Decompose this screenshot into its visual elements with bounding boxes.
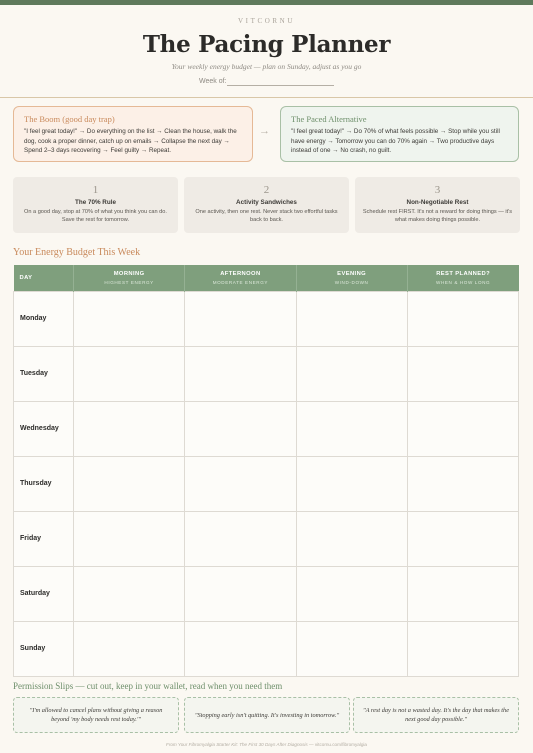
header-afternoon [185, 265, 296, 291]
morning-cell[interactable] [74, 456, 185, 511]
header-label: MORNING [113, 270, 145, 277]
header-rest-planned [407, 265, 518, 291]
permission-slip: "I'm allowed to cancel plans without giving a reason beyond 'my body needs rest today.'" [13, 697, 179, 733]
afternoon-cell[interactable] [185, 346, 296, 401]
table-row [14, 291, 519, 346]
rule-text: One activity, then one rest. Never stack two effortful tasks back to back. [195, 209, 338, 224]
energy-budget-table [13, 265, 519, 677]
brand-name: VITCORNU [238, 17, 295, 25]
table-row [14, 621, 519, 676]
rule-card-2 [184, 177, 349, 233]
evening-cell[interactable] [296, 621, 407, 676]
day-label: Wednesday [14, 401, 74, 456]
footer-url[interactable]: vitcornu.com/fibromyalgia [314, 742, 367, 747]
header-sublabel: HIGHEST ENERGY [104, 279, 154, 285]
week-of-field[interactable] [227, 85, 334, 86]
boom-title: The Boom (good day trap) [24, 114, 115, 124]
table-header-row [14, 265, 519, 291]
table-row [14, 456, 519, 511]
rest-cell[interactable] [407, 511, 518, 566]
footer-separator: — [307, 742, 315, 747]
table-row [14, 401, 519, 456]
evening-cell[interactable] [296, 291, 407, 346]
evening-cell[interactable] [296, 401, 407, 456]
header-label: REST PLANNED? [436, 270, 491, 277]
morning-cell[interactable] [74, 291, 185, 346]
rule-card-1 [13, 177, 178, 233]
evening-cell[interactable] [296, 456, 407, 511]
rule-title: Activity Sandwiches [236, 199, 297, 206]
afternoon-cell[interactable] [185, 401, 296, 456]
morning-cell[interactable] [74, 511, 185, 566]
rule-text: Schedule rest FIRST. It's not a reward for doing things — it's what makes doing things possible. [362, 209, 513, 224]
energy-budget-title: Your Energy Budget This Week [13, 247, 141, 258]
header-day: DAY [14, 265, 74, 291]
rest-cell[interactable] [407, 621, 518, 676]
page-subtitle: Your weekly energy budget — plan on Sunday, adjust as you go [171, 62, 362, 71]
arrow-right-icon: → [259, 125, 270, 137]
morning-cell[interactable] [74, 401, 185, 456]
rule-text: On a good day, stop at 70% of what you think you can do. Save the rest for tomorrow. [24, 209, 167, 224]
page-title: The Pacing Planner [142, 31, 391, 58]
permission-slip: "A rest day is not a wasted day. It's the day that makes the next good day possible." [353, 697, 519, 733]
paced-title: The Paced Alternative [291, 114, 367, 124]
footer-source: From Your Fibromyalgia Starter Kit: The First 30 Days After Diagnosis [166, 742, 308, 747]
header-sublabel: WHEN & HOW LONG [436, 279, 491, 285]
day-label: Tuesday [14, 346, 74, 401]
rule-title: The 70% Rule [75, 199, 116, 206]
rest-cell[interactable] [407, 566, 518, 621]
header-divider [0, 97, 533, 98]
afternoon-cell[interactable] [185, 621, 296, 676]
evening-cell[interactable] [296, 346, 407, 401]
rule-card-3 [355, 177, 520, 233]
rule-title: Non-Negotiable Rest [406, 199, 469, 206]
boom-text: "I feel great today!" → Do everything on the list → Clean the house, walk the dog, cook a proper dinner, catch up on emails → Collapse the next day → Spend 2–3 days recovering → Feel guilty → Repeat. [24, 128, 237, 155]
table-row [14, 511, 519, 566]
afternoon-cell[interactable] [185, 511, 296, 566]
header-sublabel: WIND-DOWN [334, 279, 369, 285]
rest-cell[interactable] [407, 456, 518, 511]
day-label: Friday [14, 511, 74, 566]
rest-cell[interactable] [407, 401, 518, 456]
day-label: Sunday [14, 621, 74, 676]
header-morning [74, 265, 185, 291]
header-label: EVENING [337, 270, 367, 277]
paced-card [280, 106, 519, 162]
header-evening [296, 265, 407, 291]
day-label: Saturday [14, 566, 74, 621]
afternoon-cell[interactable] [185, 291, 296, 346]
top-accent-bar [0, 0, 533, 5]
rule-number: 1 [92, 184, 99, 196]
table-row [14, 346, 519, 401]
rule-number: 3 [434, 184, 441, 196]
day-label: Monday [14, 291, 74, 346]
permission-slips-title: Permission Slips — cut out, keep in your wallet, read when you need them [13, 681, 283, 691]
boom-card [13, 106, 253, 162]
rest-cell[interactable] [407, 346, 518, 401]
afternoon-cell[interactable] [185, 566, 296, 621]
table-row [14, 566, 519, 621]
afternoon-cell[interactable] [185, 456, 296, 511]
morning-cell[interactable] [74, 566, 185, 621]
day-label: Thursday [14, 456, 74, 511]
paced-text: "I feel great today!" → Do 70% of what feels possible → Stop while you still have energy → Tomorrow you can do 70% again → Two productive days instead of one → No crash, no guilt. [291, 128, 500, 155]
header-label: AFTERNOON [220, 270, 261, 277]
permission-slip: "Stopping early isn't quitting. It's investing in tomorrow." [184, 697, 350, 733]
week-of-label: Week of: [199, 78, 227, 85]
rest-cell[interactable] [407, 291, 518, 346]
evening-cell[interactable] [296, 511, 407, 566]
morning-cell[interactable] [74, 621, 185, 676]
header-sublabel: MODERATE ENERGY [212, 279, 269, 285]
footer [0, 742, 533, 747]
rule-number: 2 [263, 184, 270, 196]
evening-cell[interactable] [296, 566, 407, 621]
morning-cell[interactable] [74, 346, 185, 401]
